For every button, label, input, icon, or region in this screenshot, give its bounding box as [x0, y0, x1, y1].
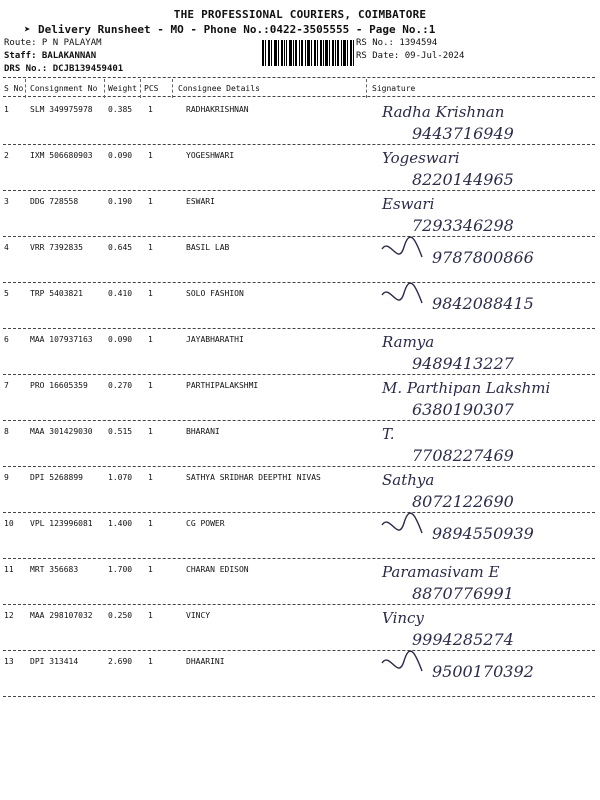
- row-sno: 1: [4, 105, 9, 114]
- arrow-icon: ➤: [24, 23, 31, 36]
- handwritten-signature: [372, 421, 592, 467]
- signature-phone: 9489413227: [412, 354, 514, 373]
- row-pcs: 1: [148, 335, 153, 344]
- handwritten-signature: [372, 559, 592, 605]
- row-pcs: 1: [148, 565, 153, 574]
- signature: [372, 421, 592, 467]
- column-header-signature: Signature: [372, 84, 416, 93]
- column-divider: [172, 79, 173, 98]
- signature-phone: 6380190307: [412, 400, 514, 419]
- barcode: [262, 40, 354, 66]
- signature: [372, 237, 592, 283]
- column-header-consignment: Consignment No: [30, 84, 98, 93]
- column-header-pcs: PCS: [144, 84, 159, 93]
- row-consignment-no: SLM 349975978: [30, 105, 93, 114]
- handwritten-signature: [372, 283, 592, 329]
- signature-phone: 9994285274: [412, 630, 514, 649]
- drs-label: DRS No.: DCJB139459401: [4, 64, 124, 74]
- row-consignee: SOLO FASHION: [186, 289, 244, 298]
- signature-phone: 9500170392: [432, 662, 534, 681]
- handwritten-signature: [372, 467, 592, 513]
- row-pcs: 1: [148, 519, 153, 528]
- signature-name: Vincy: [382, 609, 424, 627]
- row-consignee: SATHYA SRIDHAR DEEPTHI NIVAS: [186, 473, 321, 482]
- document-title: THE PROFESSIONAL COURIERS, COIMBATORE: [173, 8, 427, 21]
- signature-name: Radha Krishnan: [382, 103, 505, 121]
- row-weight: 0.385: [108, 105, 133, 114]
- row-weight: 0.515: [108, 427, 133, 436]
- signature-phone: 7708227469: [412, 446, 514, 465]
- row-consignment-no: DPI 5268899: [30, 473, 83, 482]
- signature-phone: 7293346298: [412, 216, 514, 235]
- handwritten-signature: [372, 237, 592, 283]
- signature: [372, 513, 592, 559]
- signature: [372, 191, 592, 237]
- handwritten-signature: [372, 651, 592, 697]
- row-consignment-no: MAA 298107032: [30, 611, 93, 620]
- row-pcs: 1: [148, 105, 153, 114]
- row-separator: [3, 696, 595, 697]
- row-consignment-no: PRO 16605359: [30, 381, 88, 390]
- signature-name: Ramya: [382, 333, 435, 351]
- row-consignee: JAYABHARATHI: [186, 335, 244, 344]
- handwritten-signature: [372, 329, 592, 375]
- handwritten-signature: [372, 513, 592, 559]
- row-consignment-no: VRR 7392835: [30, 243, 83, 252]
- row-consignee: BASIL LAB: [186, 243, 230, 252]
- row-consignee: ESWARI: [186, 197, 215, 206]
- row-consignment-no: DDG 728558: [30, 197, 79, 206]
- handwritten-signature: [372, 605, 592, 651]
- row-pcs: 1: [148, 427, 153, 436]
- row-consignment-no: VPL 123996081: [30, 519, 93, 528]
- row-consignee: CHARAN EDISON: [186, 565, 249, 574]
- row-weight: 0.645: [108, 243, 133, 252]
- column-header-weight: Weight: [108, 84, 137, 93]
- handwritten-signature: [372, 191, 592, 237]
- row-pcs: 1: [148, 151, 153, 160]
- signature-phone: 8072122690: [412, 492, 514, 511]
- signature-phone: 9443716949: [412, 124, 514, 143]
- row-weight: 1.070: [108, 473, 133, 482]
- row-pcs: 1: [148, 243, 153, 252]
- row-consignment-no: MRT 356683: [30, 565, 79, 574]
- row-sno: 3: [4, 197, 9, 206]
- row-sno: 5: [4, 289, 9, 298]
- row-weight: 0.250: [108, 611, 133, 620]
- route-label: Route: P N PALAYAM: [4, 38, 102, 48]
- row-pcs: 1: [148, 381, 153, 390]
- column-header-sno: S No: [4, 84, 24, 93]
- header-top-rule: [3, 77, 595, 78]
- signature: [372, 559, 592, 605]
- row-pcs: 1: [148, 473, 153, 482]
- row-pcs: 1: [148, 197, 153, 206]
- signature: [372, 99, 592, 145]
- signature-name: Eswari: [382, 195, 435, 213]
- row-consignment-no: IXM 506680903: [30, 151, 93, 160]
- signature-scribble: [382, 513, 422, 533]
- row-consignee: DHAARINI: [186, 657, 225, 666]
- column-divider: [25, 79, 26, 98]
- row-consignment-no: MAA 301429030: [30, 427, 93, 436]
- row-consignee: YOGESHWARI: [186, 151, 235, 160]
- signature-phone: 8870776991: [412, 584, 514, 603]
- signature-phone: 9894550939: [432, 524, 534, 543]
- subtitle-text: Delivery Runsheet - MO - Phone No.:0422-3505555 - Page No.:1: [38, 23, 436, 36]
- rs-date: RS Date: 09-Jul-2024: [356, 51, 465, 61]
- row-sno: 12: [4, 611, 14, 620]
- column-divider: [140, 79, 141, 98]
- row-consignee: VINCY: [186, 611, 211, 620]
- signature: [372, 283, 592, 329]
- staff-label: Staff: BALAKANNAN: [4, 51, 97, 61]
- row-consignee: RADHAKRISHNAN: [186, 105, 249, 114]
- row-consignment-no: TRP 5403821: [30, 289, 83, 298]
- signature-name: Sathya: [382, 471, 435, 489]
- row-consignee: BHARANI: [186, 427, 220, 436]
- signature: [372, 605, 592, 651]
- row-sno: 2: [4, 151, 9, 160]
- row-consignment-no: DPI 313414: [30, 657, 79, 666]
- signature-scribble: [382, 237, 422, 257]
- handwritten-signature: [372, 99, 592, 145]
- row-pcs: 1: [148, 289, 153, 298]
- signature-scribble: [382, 283, 422, 303]
- signature-name: Yogeswari: [382, 149, 460, 167]
- signature-name: Paramasivam E: [382, 563, 500, 581]
- row-sno: 8: [4, 427, 9, 436]
- row-weight: 1.700: [108, 565, 133, 574]
- row-pcs: 1: [148, 657, 153, 666]
- column-divider: [366, 79, 367, 98]
- row-weight: 0.190: [108, 197, 133, 206]
- signature: [372, 329, 592, 375]
- handwritten-signature: [372, 375, 592, 421]
- column-header-consignee: Consignee Details: [178, 84, 260, 93]
- handwritten-signature: [372, 145, 592, 191]
- signature-phone: 9842088415: [432, 294, 534, 313]
- row-weight: 1.400: [108, 519, 133, 528]
- row-sno: 6: [4, 335, 9, 344]
- row-sno: 9: [4, 473, 9, 482]
- row-consignment-no: MAA 107937163: [30, 335, 93, 344]
- row-sno: 13: [4, 657, 14, 666]
- signature-scribble: [382, 651, 422, 671]
- signature-name: T.: [382, 425, 395, 443]
- row-weight: 0.410: [108, 289, 133, 298]
- row-sno: 7: [4, 381, 9, 390]
- row-sno: 11: [4, 565, 14, 574]
- signature-phone: 9787800866: [432, 248, 534, 267]
- row-weight: 0.090: [108, 335, 133, 344]
- document-subtitle: [24, 23, 584, 36]
- rs-number: RS No.: 1394594: [356, 38, 438, 48]
- signature-name: M. Parthipan Lakshmi: [382, 379, 551, 397]
- row-weight: 2.690: [108, 657, 133, 666]
- row-weight: 0.090: [108, 151, 133, 160]
- row-sno: 10: [4, 519, 14, 528]
- signature: [372, 467, 592, 513]
- signature: [372, 651, 592, 697]
- row-pcs: 1: [148, 611, 153, 620]
- signature: [372, 145, 592, 191]
- signature-phone: 8220144965: [412, 170, 514, 189]
- header-bottom-rule: [3, 96, 595, 97]
- row-sno: 4: [4, 243, 9, 252]
- signature: [372, 375, 592, 421]
- row-consignee: CG POWER: [186, 519, 225, 528]
- row-weight: 0.270: [108, 381, 133, 390]
- column-divider: [104, 79, 105, 98]
- row-consignee: PARTHIPALAKSHMI: [186, 381, 259, 390]
